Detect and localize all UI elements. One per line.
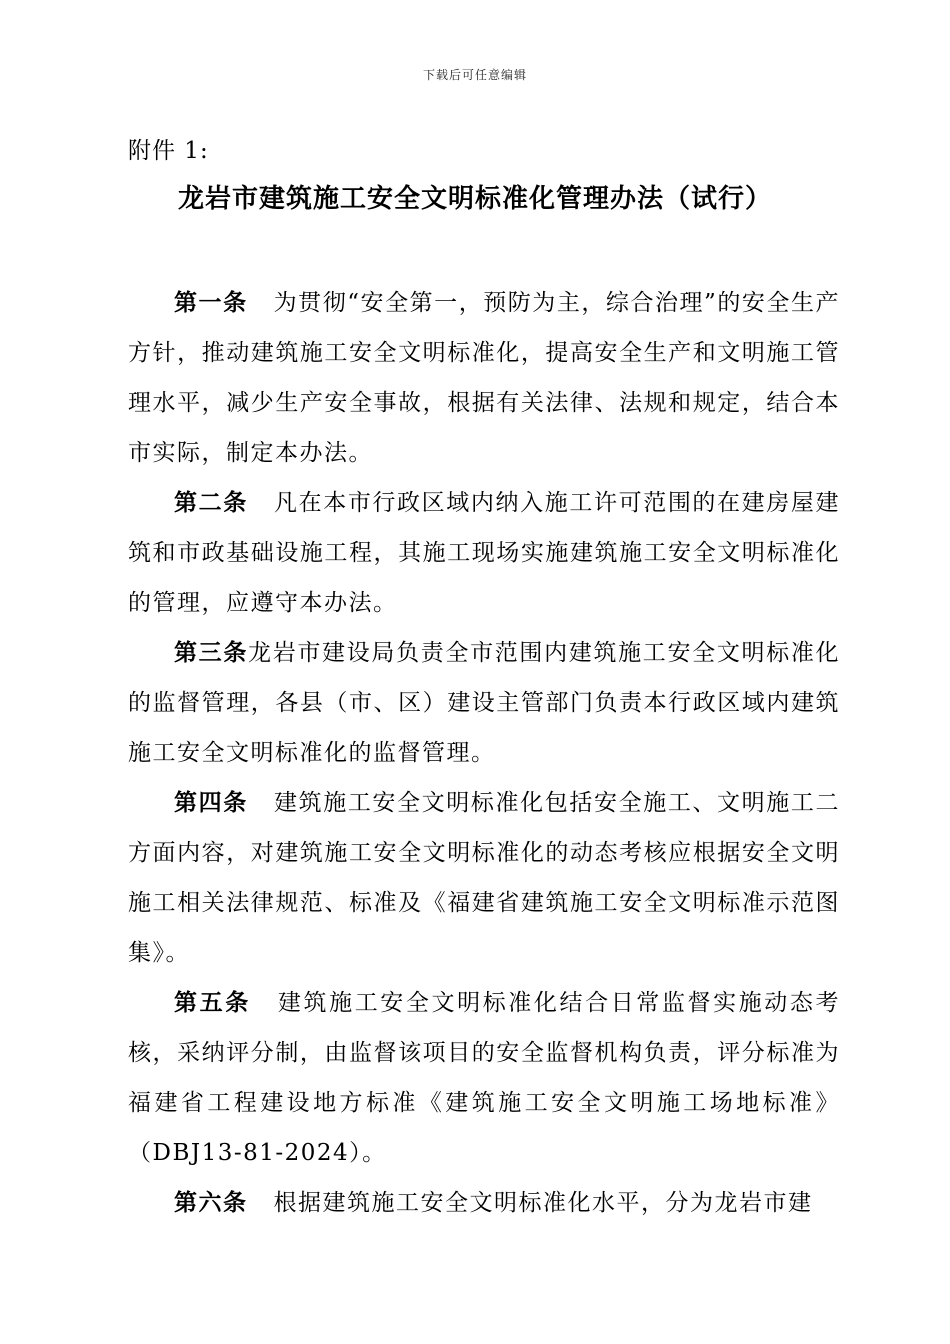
article-number: 第二条 bbox=[174, 490, 248, 516]
article-4 bbox=[128, 778, 840, 978]
article-6 bbox=[128, 1178, 840, 1228]
article-2 bbox=[128, 478, 840, 628]
document-title: 龙岩市建筑施工安全文明标准化管理办法（试行） bbox=[177, 184, 772, 214]
article-number: 第四条 bbox=[174, 790, 248, 816]
article-1 bbox=[128, 278, 840, 478]
article-5 bbox=[128, 978, 840, 1178]
attachment-label: 附件 1: bbox=[128, 138, 209, 164]
article-number: 第五条 bbox=[174, 990, 251, 1016]
article-text: 建筑施工安全文明标准化结合日常监督实施动态考核，采纳评分制，由监督该项目的安全监督机构负责，评分标准为福建省工程建设地方标准《建筑施工安全文明施工场地标准》（DBJ13-81-2024）。 bbox=[128, 990, 841, 1166]
header-note: 下载后可任意编辑 bbox=[422, 68, 527, 82]
article-text: 龙岩市建设局负责全市范围内建筑施工安全文明标准化的监督管理，各县（市、区）建设主管部门负责本行政区域内建筑施工安全文明标准化的监督管理。 bbox=[128, 640, 841, 766]
article-number: 第一条 bbox=[174, 290, 248, 316]
article-3 bbox=[128, 628, 840, 778]
article-text: 建筑施工安全文明标准化包括安全施工、文明施工二方面内容，对建筑施工安全文明标准化的动态考核应根据安全文明施工相关法律规范、标准及《福建省建筑施工安全文明标准示范图集》。 bbox=[128, 790, 841, 966]
article-text: 为贯彻“安全第一，预防为主，综合治理”的安全生产方针，推动建筑施工安全文明标准化，提高安全生产和文明施工管理水平，减少生产安全事故，根据有关法律、法规和规定，结合本市实际，制定本办法。 bbox=[128, 290, 840, 466]
article-number: 第六条 bbox=[174, 1190, 248, 1216]
document-body bbox=[128, 278, 840, 1228]
article-text: 凡在本市行政区域内纳入施工许可范围的在建房屋建筑和市政基础设施工程，其施工现场实施建筑施工安全文明标准化的管理，应遵守本办法。 bbox=[128, 490, 841, 616]
article-number: 第三条 bbox=[174, 640, 249, 666]
article-text: 根据建筑施工安全文明标准化水平，分为龙岩市建 bbox=[273, 1190, 813, 1216]
